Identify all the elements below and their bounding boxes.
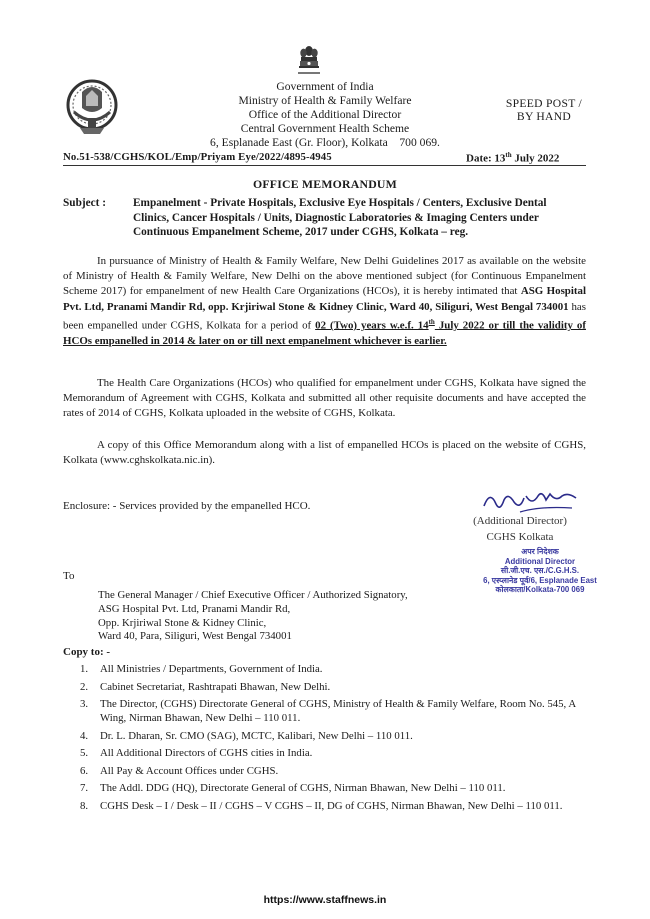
stamp-line-3: सी.जी.एच. एस./C.G.H.S. — [500, 566, 580, 576]
page-title: OFFICE MEMORANDUM — [253, 177, 397, 191]
header-line-2: Ministry of Health & Family Welfare — [238, 94, 412, 107]
addressee-line-4: Ward 40, Para, Siliguri, West Bengal 734001 — [98, 630, 292, 643]
body-paragraph-1: In pursuance of Ministry of Health & Family Welfare, New Delhi Guidelines 2017 as available on the website of Ministry of Health & Family Welfare, New Delhi on the above mentioned subject (for Continuous Empanelment Scheme 2017) for empanelment of new Health Care Organizations (HCOs), it is hereby intimated that ASG Hospital Pvt. Ltd, Pranami Mandir Rd, opp. Krjiriwal Stone & Kidney Clinic, Ward 40, Siliguri, West Bengal 734001 has been empanelled under CGHS, Kolkata for a period of 02 (Two) years w.e.f. 14th July 2022 or till the validity of HCOs empanelled in 2014 & later on or till next empanelment whichever is earlier. — [63, 255, 586, 347]
to-label: To — [63, 570, 75, 582]
signatory-designation: (Additional Director) — [473, 515, 567, 527]
by-hand-label: BY HAND — [516, 110, 572, 123]
header-divider — [63, 165, 586, 166]
addressee-block — [98, 589, 498, 644]
copy-to-list — [80, 662, 590, 816]
header-line-3: Office of the Additional Director — [248, 108, 402, 121]
addressee-line-1: The General Manager / Chief Executive Officer / Authorized Signatory, — [98, 589, 408, 601]
subject-line-3: Continuous Empanelment Scheme, 2017 under CGHS, Kolkata – reg. — [133, 226, 469, 239]
reference-number: No.51-538/CGHS/KOL/Emp/Priyam Eye/2022/4895-4945 — [63, 151, 332, 163]
list-item: 8. CGHS Desk – I / Desk – II / CGHS – V CGHS – II, DG of CGHS, Nirman Bhawan, New Delhi – 110 011. — [80, 799, 563, 812]
signatory-office: CGHS Kolkata — [486, 531, 554, 543]
stamp-line-2: Additional Director — [504, 556, 576, 566]
list-item: 4. Dr. L. Dharan, Sr. CMO (SAG), MCTC, Kalibari, New Delhi – 110 011. — [80, 729, 413, 742]
stamp-line-1: अपर निदेशक — [521, 547, 559, 556]
list-item: 6. All Pay & Account Offices under CGHS. — [80, 764, 279, 777]
subject-block — [63, 196, 586, 240]
header-line-1: Government of India — [276, 80, 374, 93]
enclosure-note: Enclosure: - Services provided by the empanelled HCO. — [63, 500, 311, 512]
speed-post-label: SPEED POST / — [505, 97, 583, 110]
cghs-logo-icon — [66, 78, 118, 136]
signature-image — [480, 486, 580, 516]
stamp-line-4: 6, एस्प्लानेड पूर्व/6, Esplanade East — [483, 575, 597, 585]
list-item: 1. All Ministries / Departments, Government of India. — [80, 663, 323, 675]
stamp-line-5: कोलकाता/Kolkata-700 069 — [495, 585, 585, 595]
header-line-5: 6, Esplanade East (Gr. Floor), Kolkata 700 069. — [210, 136, 440, 149]
header-line-4: Central Government Health Scheme — [240, 122, 410, 135]
copy-to-label: Copy to: - — [63, 646, 111, 658]
national-emblem-icon — [296, 44, 322, 78]
body-paragraph-2: The Health Care Organizations (HCOs) who qualified for empanelment under CGHS, Kolkata have signed the Memorandum of Agreement with CGHS, Kolkata and submitted all other requisite documents and have accepted the rates of 2014 of CGHS, Kolkata uploaded in the website of CGHS, Kolkata. — [63, 377, 586, 420]
subject-line-2: Clinics, Cancer Hospitals / Units, Diagnostic Laboratories & Imaging Centers under — [133, 211, 539, 224]
footer-url: https://www.staffnews.in — [263, 894, 387, 906]
addressee-line-2: ASG Hospital Pvt. Ltd, Pranami Mandir Rd, — [98, 602, 291, 615]
list-item: 5. All Additional Directors of CGHS cities in India. — [80, 747, 313, 760]
list-item: 2. Cabinet Secretariat, Rashtrapati Bhawan, New Delhi. — [80, 680, 331, 693]
subject-line-1: Empanelment - Private Hospitals, Exclusive Eye Hospitals / Centers, Exclusive Dental — [133, 197, 547, 209]
official-stamp — [470, 547, 610, 595]
memo-date: Date: 13th July 2022 — [466, 151, 560, 165]
body-paragraph-3: A copy of this Office Memorandum along with a list of empanelled HCOs is placed on the website of CGHS, Kolkata (www.cghskolkata.nic.in). — [63, 439, 586, 467]
subject-label: Subject : — [63, 197, 106, 209]
list-item: 7. The Addl. DDG (HQ), Directorate General of CGHS, Nirman Bhawan, New Delhi – 110 011. — [80, 782, 506, 795]
addressee-line-3: Opp. Krjiriwal Stone & Kidney Clinic, — [98, 616, 267, 629]
list-item: 3. The Director, (CGHS) Directorate General of CGHS, Ministry of Health & Family Welfare, Room No. 545, A Wing, Nirman Bhawan, New Delhi – 110 011. — [80, 698, 576, 725]
